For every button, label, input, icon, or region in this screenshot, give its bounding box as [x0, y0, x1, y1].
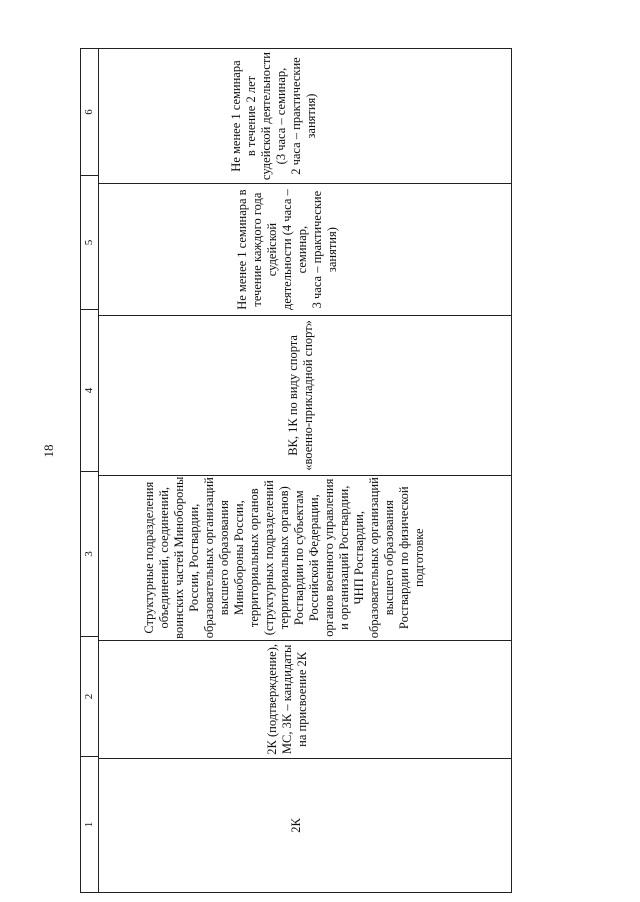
- text-line: на присвоение 2К: [295, 651, 309, 747]
- cell-sport-category: [99, 315, 511, 475]
- header-cell-5: 5: [81, 175, 98, 309]
- text-line: занятия): [325, 227, 339, 273]
- text-line: объединений, соединений,: [157, 486, 171, 629]
- text-line: воинских частей Минобороны: [172, 476, 186, 639]
- cell-organizations: [99, 475, 511, 640]
- cell-seminar-annual-text: [235, 189, 340, 310]
- cell-seminar-annual: [99, 183, 511, 315]
- text-line: Минобороны России,: [232, 500, 246, 616]
- cell-category-text: [289, 818, 304, 833]
- text-line: Росгвардии по субъектам: [292, 490, 306, 626]
- text-line: ЧНП Росгвардии,: [352, 511, 366, 605]
- text-line: образовательных организаций: [367, 477, 381, 639]
- header-cell-1: 1: [81, 756, 98, 892]
- text-line: территориальных органов: [247, 488, 261, 628]
- text-line: подготовке: [412, 528, 426, 588]
- text-line: Не менее 1 семинара: [229, 60, 243, 172]
- table-row: [99, 49, 511, 892]
- text-line: Росгвардии по физической: [397, 486, 411, 630]
- cell-sport-category-text: [286, 320, 316, 471]
- text-line: Не менее 1 семинара в: [235, 189, 249, 310]
- header-cell-4: 4: [81, 309, 98, 471]
- text-line: течение каждого года: [250, 192, 264, 307]
- page-number: 18: [41, 444, 56, 458]
- text-line: ВК, 1К по виду спорта: [286, 335, 300, 456]
- text-line: и организаций Росгвардии,: [337, 485, 351, 630]
- text-line: Российской Федерации,: [307, 494, 321, 622]
- requirements-table: [80, 48, 512, 893]
- text-line: МС, 3К – кандидаты: [280, 644, 294, 755]
- text-line: судейской: [265, 222, 279, 277]
- text-line: семинар,: [295, 225, 309, 274]
- text-line: занятия): [304, 93, 318, 139]
- text-line: России, Росгвардии,: [187, 503, 201, 612]
- cell-eligible-persons-text: [265, 644, 310, 755]
- text-line: (3 часа – семинар,: [274, 67, 288, 165]
- text-line: 2К (подтверждение),: [265, 644, 279, 755]
- text-line: 2К: [289, 818, 303, 833]
- text-line: 2 часа – практические: [289, 57, 303, 175]
- cell-organizations-text: [142, 477, 427, 639]
- header-cell-6: 6: [83, 109, 95, 115]
- table-stage: [80, 48, 512, 893]
- text-line: Структурные подразделения: [142, 481, 156, 634]
- text-line: территориальных органов): [277, 486, 291, 630]
- header-cell-3: 3: [81, 471, 98, 636]
- table-header-row: [81, 49, 99, 892]
- text-line: (структурных подразделений: [262, 480, 276, 636]
- text-line: высшего образования: [217, 500, 231, 616]
- text-line: деятельности (4 часа –: [280, 189, 294, 310]
- text-line: образовательных организаций: [202, 477, 216, 639]
- cell-category: [99, 758, 511, 892]
- text-line: высшего образования: [382, 500, 396, 616]
- text-line: судейской деятельности: [259, 52, 273, 181]
- text-line: органов военного управления: [322, 478, 336, 637]
- text-line: в течение 2 лет: [244, 75, 258, 157]
- cell-eligible-persons: [99, 640, 511, 758]
- text-line: 3 часа – практические: [310, 190, 324, 309]
- cell-seminar-two-years: [99, 49, 511, 183]
- cell-seminar-two-years-text: [229, 52, 319, 180]
- text-line: «военно-прикладной спорт»: [301, 320, 315, 471]
- header-cell-2: 2: [81, 636, 98, 756]
